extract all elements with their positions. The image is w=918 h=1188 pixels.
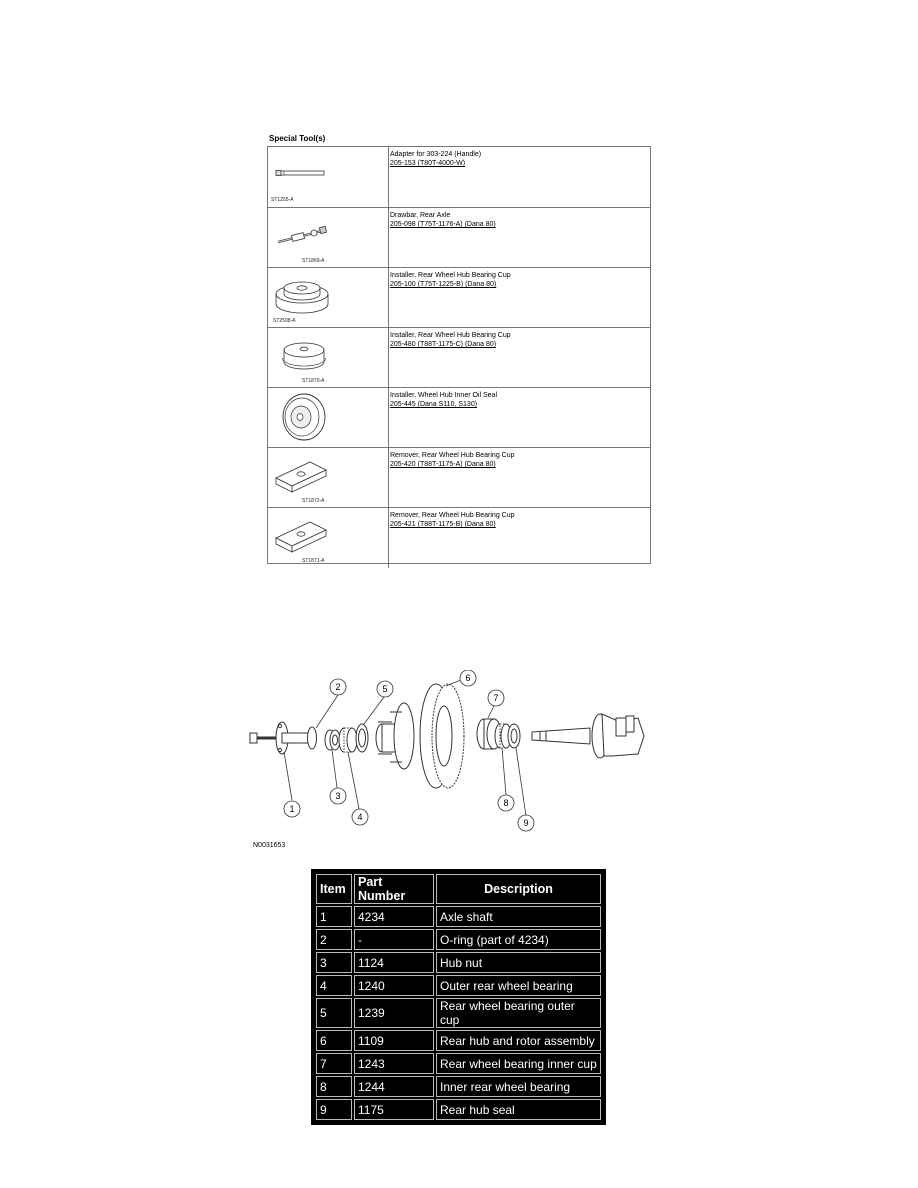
tool-name: Remover, Rear Wheel Hub Bearing Cup [390,512,515,519]
table-row [316,929,601,950]
item-cell: 8 [316,1076,352,1097]
callout-6 [460,670,476,686]
callout-5 [377,681,393,697]
description-cell: Axle shaft [436,906,601,927]
callout-3 [330,788,346,804]
tool-image-cell [268,388,389,448]
tool-image-cell [268,508,389,568]
tool-number-link[interactable]: 205-100 (T75T-1225-B) (Dana 80) [390,281,497,288]
o-ring-part [308,727,317,749]
tool-number-link[interactable]: 205-153 (T80T-4000-W) [390,160,466,167]
cup-remover-icon [268,448,388,508]
item-cell: 4 [316,975,352,996]
bolt-icon [250,733,276,743]
item-cell: 2 [316,929,352,950]
svg-text:9: 9 [523,818,529,828]
table-row [316,952,601,973]
table-row [316,906,601,927]
parts-header-row [316,874,601,904]
tool-description [390,331,511,349]
tool-row [268,447,650,508]
hub-nut-part [325,730,340,750]
part-number-cell: - [354,929,434,950]
parts-table [311,869,606,1125]
tool-name: Installer, Wheel Hub Inner Oil Seal [390,392,497,399]
tool-name: Adapter for 303-224 (Handle) [390,151,482,158]
tool-row [268,207,650,268]
item-cell: 6 [316,1030,352,1051]
special-tools-heading: Special Tool(s) [269,134,326,143]
tool-code: ST1872-A [302,498,325,504]
tool-code: ST1869-A [302,258,325,264]
outer-cup-part [356,724,368,752]
tool-row [268,507,650,568]
tool-description [390,271,511,289]
tool-number-link[interactable]: 205-421 (T88T-1175-B) (Dana 80) [390,521,496,528]
rear-axle-exploded-diagram [240,670,660,835]
svg-text:5: 5 [382,684,388,694]
outer-bearing-part [339,728,357,752]
table-row [316,1053,601,1074]
header-item: Item [316,874,352,904]
item-cell: 1 [316,906,352,927]
tool-image-cell [268,147,389,207]
table-row [316,1099,601,1120]
spindle-housing-part [532,714,644,758]
tool-number-link[interactable]: 205-098 (T75T-1176-A) (Dana 80) [390,221,496,228]
tool-number-link[interactable]: 205-420 (T88T-1175-A) (Dana 80) [390,461,496,468]
svg-text:1: 1 [289,804,295,814]
callout-2 [330,679,346,695]
axle-shaft-part [276,722,312,754]
svg-text:7: 7 [493,693,499,703]
tool-row [268,327,650,388]
rotor-part [420,684,464,788]
cup-remover-icon [268,508,388,568]
tool-name: Remover, Rear Wheel Hub Bearing Cup [390,452,515,459]
drawbar-icon [268,208,388,268]
tool-image-cell [268,268,389,328]
table-row [316,1030,601,1051]
cup-installer-small-icon [268,328,388,388]
tool-name: Installer, Rear Wheel Hub Bearing Cup [390,272,511,279]
hub-seal-part [508,724,520,748]
part-number-cell: 1240 [354,975,434,996]
tool-code: ST1870-A [302,378,325,384]
part-number-cell: 4234 [354,906,434,927]
table-row [316,998,601,1028]
callout-8 [498,795,514,811]
tool-number-link[interactable]: 205-445 (Dana S110, S130) [390,401,478,408]
seal-installer-icon [268,388,388,448]
part-number-cell: 1175 [354,1099,434,1120]
tool-description [390,391,497,409]
tool-row [268,147,650,207]
item-cell: 7 [316,1053,352,1074]
callout-1 [284,801,300,817]
tool-description [390,511,515,529]
table-row [316,975,601,996]
description-cell: Outer rear wheel bearing [436,975,601,996]
description-cell: Rear wheel bearing inner cup [436,1053,601,1074]
tool-code: ST1255-A [271,197,294,203]
tool-image-cell [268,448,389,508]
part-number-cell: 1239 [354,998,434,1028]
tool-row [268,387,650,448]
tool-image-cell [268,208,389,268]
part-number-cell: 1243 [354,1053,434,1074]
svg-text:8: 8 [503,798,509,808]
item-cell: 3 [316,952,352,973]
table-row [316,1076,601,1097]
tool-name: Drawbar, Rear Axle [390,212,451,219]
tool-description [390,150,481,168]
part-number-cell: 1244 [354,1076,434,1097]
item-cell: 5 [316,998,352,1028]
tool-description [390,451,515,469]
hub-part [376,703,414,769]
callout-9 [518,815,534,831]
tool-row [268,267,650,328]
description-cell: Inner rear wheel bearing [436,1076,601,1097]
item-cell: 9 [316,1099,352,1120]
description-cell: Rear wheel bearing outer cup [436,998,601,1028]
header-description: Description [436,874,601,904]
description-cell: Rear hub and rotor assembly [436,1030,601,1051]
svg-text:2: 2 [335,682,341,692]
description-cell: Hub nut [436,952,601,973]
description-cell: O-ring (part of 4234) [436,929,601,950]
special-tools-table [267,146,651,564]
svg-text:3: 3 [335,791,341,801]
diagram-code: N0031653 [253,842,286,849]
description-cell: Rear hub seal [436,1099,601,1120]
tool-description [390,211,496,229]
callout-7 [488,690,504,706]
tool-image-cell [268,328,389,388]
tool-code: ST2508-A [273,318,296,324]
tool-code: ST1871-A [302,558,325,564]
header-part-number: Part Number [354,874,434,904]
svg-text:6: 6 [465,673,471,683]
part-number-cell: 1124 [354,952,434,973]
part-number-cell: 1109 [354,1030,434,1051]
svg-text:4: 4 [357,812,363,822]
callout-4 [352,809,368,825]
tool-number-link[interactable]: 205-480 (T88T-1175-C) (Dana 80) [390,341,497,348]
tool-name: Installer, Rear Wheel Hub Bearing Cup [390,332,511,339]
